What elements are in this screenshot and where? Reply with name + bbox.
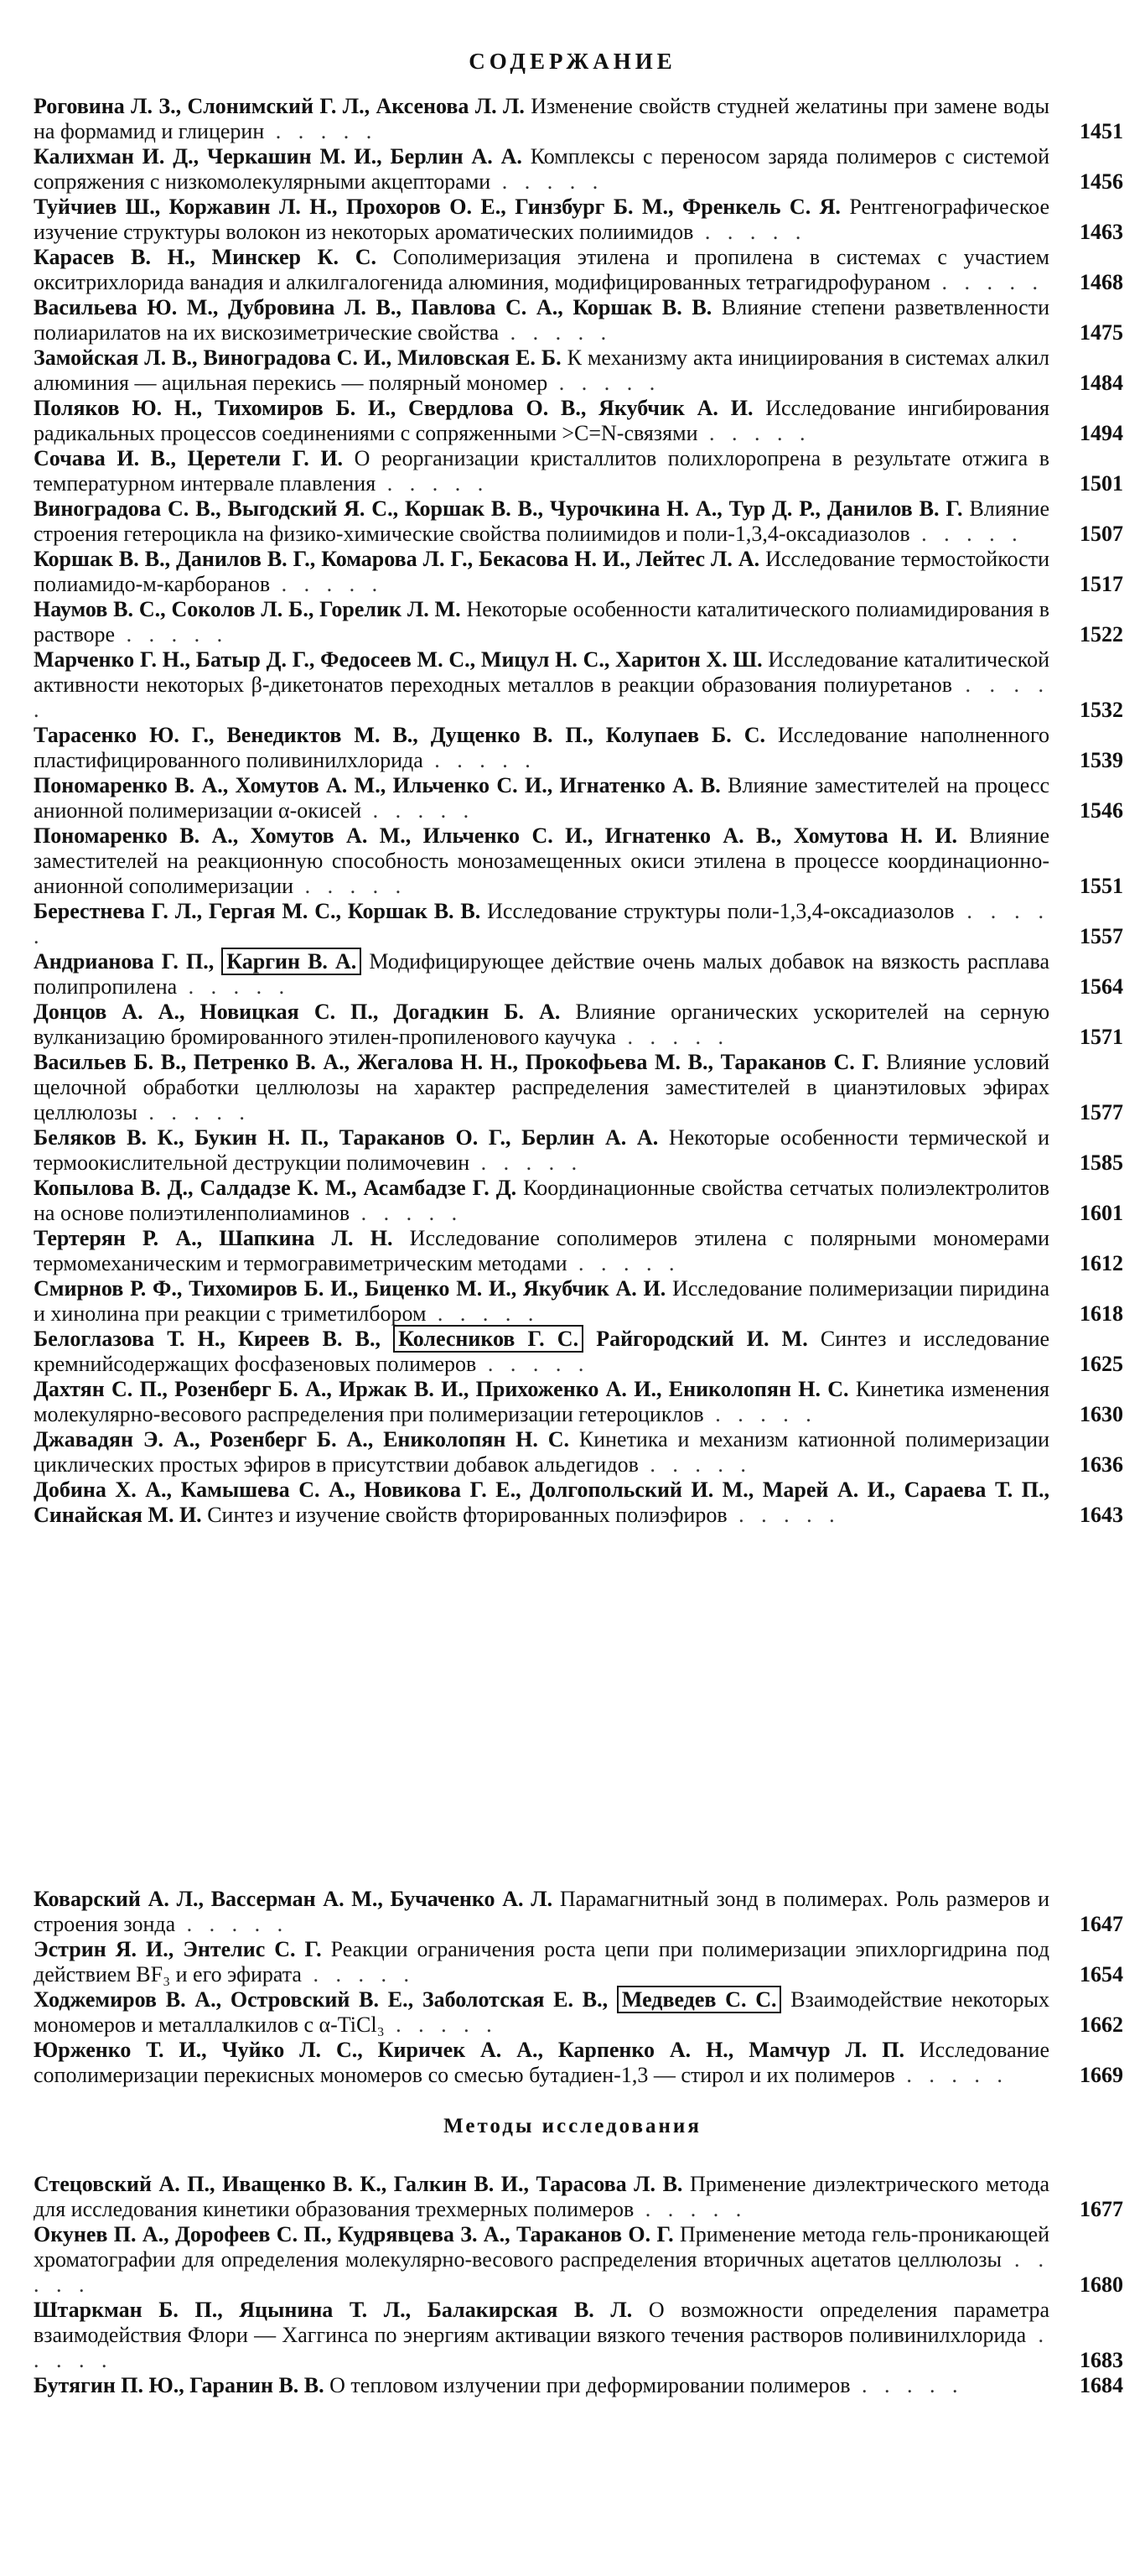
- leader-dots: . . . . .: [376, 471, 490, 496]
- toc-entry-text: [34, 949, 1049, 1000]
- entry-author-boxed: Колесников Г. С.: [393, 1325, 583, 1353]
- entry-authors: Добина Х. А., Камышева С. А., Новикова Г. Е., Долгопольский И. М., Марей А. И., Сараева Т. П., Синайская М. И.: [34, 1478, 1049, 1527]
- entry-page-number: 1475: [1080, 320, 1123, 345]
- toc-entry: [34, 2298, 1123, 2373]
- toc-entry: [34, 723, 1123, 773]
- toc-entry-text: [34, 1478, 1049, 1528]
- entry-title: Влияние условий щелочной обработки целлюлозы на характер распределения заместителей в цианэтиловых эфирах целлюлозы: [34, 1050, 1049, 1124]
- toc-entry-text: [34, 195, 1049, 245]
- entry-authors: Эстрин Я. И., Энтелис С. Г.: [34, 1937, 322, 1961]
- entry-page-number: 1684: [1080, 2373, 1123, 2397]
- toc-entry: [34, 1000, 1123, 1050]
- entry-page-number: 1683: [1080, 2348, 1123, 2372]
- toc-entry-text: [34, 1427, 1049, 1478]
- entry-authors: Юрженко Т. И., Чуйко Л. С., Киричек А. А., Карпенко А. Н., Мамчур Л. П.: [34, 2038, 904, 2062]
- entry-authors: Джавадян Э. А., Розенберг Б. А., Ениколопян Н. С.: [34, 1427, 569, 1452]
- entry-page-number: 1546: [1080, 798, 1123, 823]
- entry-authors: Васильев Б. В., Петренко В. А., Жегалова Н. Н., Прокофьева М. В., Тараканов С. Г.: [34, 1050, 879, 1074]
- leader-dots: . . . . .: [499, 320, 613, 345]
- toc-entry-text: [34, 1327, 1049, 1377]
- entry-page-number: 1564: [1080, 974, 1123, 999]
- page-title: СОДЕРЖАНИЕ: [469, 49, 676, 74]
- toc-entry: [34, 1377, 1123, 1427]
- leader-dots: . . . . .: [270, 572, 384, 596]
- toc-entry-text: [34, 144, 1049, 195]
- leader-dots: . . . . .: [727, 1503, 841, 1527]
- leader-dots: . . . . .: [469, 1150, 583, 1175]
- leader-dots: . . . . .: [567, 1251, 681, 1275]
- entry-title: К механизму акта инициирования в системах алкил алюминия — ацильная перекись — полярный мономер: [34, 345, 1050, 395]
- toc-entry-text: [34, 2298, 1049, 2373]
- entry-page-number: 1451: [1080, 119, 1123, 143]
- entry-authors: Смирнов Р. Ф., Тихомиров Б. И., Биценко М. И., Якубчик А. И.: [34, 1276, 666, 1301]
- entry-authors: Марченко Г. Н., Батыр Д. Г., Федосеев М. С., Мицул Н. С., Харитон Х. Ш.: [34, 647, 763, 672]
- entry-authors: Наумов В. С., Соколов Л. Б., Горелик Л. М.: [34, 597, 461, 621]
- entry-authors: Штаркман Б. П., Яцынина Т. Л., Балакирская В. Л.: [34, 2298, 633, 2322]
- entry-title: Исследование ингибирования радикальных процессов соединениями с сопряженными >C=N-связями: [34, 396, 1049, 445]
- entry-title: Синтез и исследование кремнийсодержащих фосфазеновых полимеров: [34, 1327, 1050, 1376]
- entry-authors-continued: Райгородский И. М.: [596, 1327, 808, 1351]
- entry-authors: Пономаренко В. А., Хомутов А. М., Ильченко С. И., Игнатенко А. В., Хомутова Н. И.: [34, 823, 958, 848]
- entry-page-number: 1532: [1080, 698, 1123, 722]
- toc-entry-text: [34, 1226, 1049, 1276]
- entry-page-number: 1468: [1080, 270, 1123, 294]
- entry-authors: Берестнева Г. Л., Гергая М. С., Коршак В. В.: [34, 899, 481, 923]
- toc-entry: [34, 2038, 1123, 2088]
- toc-entry: [34, 597, 1123, 647]
- toc-entry-text: [34, 1176, 1049, 1226]
- toc-entry-text: [34, 1000, 1049, 1050]
- entry-title: Координационные свойства сетчатых полиэлектролитов на основе полиэтиленполиаминов: [34, 1176, 1050, 1225]
- entry-authors: Замойская Л. В., Виноградова С. И., Миловская Е. Б.: [34, 345, 562, 370]
- toc-entry: [34, 195, 1123, 245]
- toc-entry: [34, 647, 1123, 723]
- entry-authors: Донцов А. А., Новицкая С. П., Догадкин Б. А.: [34, 1000, 561, 1024]
- entry-authors: Андрианова Г. П.,: [34, 949, 215, 974]
- contents-list-short-communications: [34, 1887, 1123, 2088]
- leader-dots: . . . . .: [476, 1352, 590, 1376]
- toc-entry: [34, 1050, 1123, 1125]
- toc-entry-text: [34, 773, 1049, 823]
- entry-page-number: 1557: [1080, 924, 1123, 948]
- entry-author-boxed: Медведев С. С.: [617, 1986, 782, 2013]
- entry-page-number: 1571: [1080, 1025, 1123, 1049]
- leader-dots: . . . . .: [638, 1452, 752, 1477]
- leader-dots: . . . . .: [930, 270, 1044, 294]
- entry-title: Исследование сополимеров этилена с полярными мономерами термомеханическим и термогравиметрическим методами: [34, 1226, 1050, 1275]
- entry-page-number: 1643: [1080, 1503, 1123, 1527]
- leader-dots: . . . . .: [350, 1201, 464, 1225]
- toc-entry: [34, 1125, 1123, 1176]
- entry-authors: Коварский А. Л., Вассерман А. М., Бучаченко А. Л.: [34, 1887, 553, 1911]
- toc-entry: [34, 1427, 1123, 1478]
- toc-entry-text: [34, 597, 1049, 647]
- leader-dots: . . . . .: [34, 673, 1050, 722]
- entry-authors: Поляков Ю. Н., Тихомиров Б. И., Свердлова О. В., Якубчик А. И.: [34, 396, 754, 420]
- leader-dots: . . . . .: [909, 522, 1023, 546]
- entry-page-number: 1647: [1080, 1912, 1123, 1936]
- leader-dots: . . . . .: [34, 2247, 1050, 2297]
- toc-entry: [34, 2373, 1123, 2398]
- leader-dots: . . . . .: [361, 798, 475, 823]
- toc-entry-text: [34, 2038, 1049, 2088]
- entry-page-number: 1662: [1080, 2012, 1123, 2037]
- entry-authors: Белоглазова Т. Н., Киреев В. В.,: [34, 1327, 381, 1351]
- toc-entry: [34, 1276, 1123, 1327]
- toc-entry: [34, 1226, 1123, 1276]
- toc-entry: [34, 1887, 1123, 1937]
- leader-dots: . . . . .: [703, 1402, 817, 1426]
- entry-title: Исследование структуры поли-1,3,4-оксадиазолов: [487, 899, 955, 923]
- entry-page-number: 1669: [1080, 2063, 1123, 2087]
- leader-dots: . . . . .: [697, 421, 811, 445]
- leader-dots: . . . . .: [894, 2063, 1008, 2087]
- entry-title: О возможности определения параметра взаимодействия Флори — Хаггинса по энергиям активации вязкого течения растворов поливинилхлорида: [34, 2298, 1049, 2347]
- entry-page-number: 1630: [1080, 1402, 1123, 1426]
- entry-title: Исследование полимеризации пиридина и хинолина при реакции с триметилбором: [34, 1276, 1050, 1326]
- toc-entry-text: [34, 2172, 1049, 2222]
- toc-entry: [34, 2172, 1123, 2222]
- toc-entry: [34, 295, 1123, 345]
- entry-authors: Окунев П. А., Дорофеев С. П., Кудрявцева З. А., Тараканов О. Г.: [34, 2222, 674, 2246]
- contents-list-methods: [34, 2172, 1123, 2398]
- entry-title: Некоторые особенности термической и термоокислительной деструкции полимочевин: [34, 1125, 1049, 1175]
- entry-title: Применение метода гель-проникающей хроматографии для определения молекулярно-весового распределения вторичных ацетатов целлюлозы: [34, 2222, 1049, 2272]
- entry-page-number: 1456: [1080, 169, 1123, 194]
- toc-entry: [34, 345, 1123, 396]
- toc-entry-text: [34, 245, 1049, 295]
- toc-entry-text: [34, 547, 1049, 597]
- entry-authors: Беляков В. К., Букин Н. П., Тараканов О. Г., Берлин А. А.: [34, 1125, 659, 1150]
- entry-title: Влияние степени разветвленности полиарилатов на их вискозиметрические свойства: [34, 295, 1050, 345]
- entry-page-number: 1612: [1080, 1251, 1123, 1275]
- toc-entry: [34, 773, 1123, 823]
- entry-title: О реорганизации кристаллитов полихлоропрена в результате отжига в температурном интервале плавления: [34, 446, 1050, 496]
- toc-entry: [34, 949, 1123, 1000]
- toc-entry: [34, 1478, 1123, 1528]
- entry-authors: Роговина Л. З., Слонимский Г. Л., Аксенова Л. Л.: [34, 94, 525, 118]
- entry-authors: Сочава И. В., Церетели Г. И.: [34, 446, 344, 470]
- entry-title: Влияние заместителей на реакционную способность монозамещенных окиси этилена в процессе координационно-анионной сополимеризации: [34, 823, 1050, 898]
- entry-authors: Коршак В. В., Данилов В. Г., Комарова Л. Г., Бекасова Н. И., Лейтес Л. А.: [34, 547, 760, 571]
- entry-author-boxed: Каргин В. А.: [221, 948, 361, 975]
- section-title-methods: Методы исследования: [443, 2115, 702, 2137]
- entry-title: Комплексы с переносом заряда полимеров с системой сопряжения с низкомолекулярными акцепторами: [34, 144, 1050, 194]
- entry-title: Синтез и изучение свойств фторированных полиэфиров: [207, 1503, 728, 1527]
- toc-entry: [34, 446, 1123, 496]
- entry-authors: Ходжемиров В. А., Островский В. Е., Заболотская Е. В.,: [34, 1987, 609, 2012]
- toc-entry-text: [34, 2222, 1049, 2298]
- entry-page-number: 1577: [1080, 1100, 1123, 1124]
- toc-entry: [34, 1937, 1123, 1987]
- leader-dots: . . . . .: [850, 2373, 964, 2397]
- leader-dots: . . . . .: [615, 1025, 729, 1049]
- leader-dots: . . . . .: [490, 169, 604, 194]
- toc-entry-text: [34, 899, 1049, 949]
- entry-authors: Васильева Ю. М., Дубровина Л. В., Павлова С. А., Коршак В. В.: [34, 295, 712, 319]
- toc-entry-text: [34, 1125, 1049, 1176]
- toc-entry: [34, 899, 1123, 949]
- entry-page-number: 1501: [1080, 471, 1123, 496]
- entry-title: Влияние органических ускорителей на серную вулканизацию бромированного этилен-пропиленового каучука: [34, 1000, 1049, 1049]
- entry-page-number: 1636: [1080, 1452, 1123, 1477]
- toc-entry: [34, 1176, 1123, 1226]
- entry-authors: Тарасенко Ю. Г., Венедиктов М. В., Дущенко В. П., Колупаев Б. С.: [34, 723, 765, 747]
- toc-entry-text: [34, 1887, 1049, 1937]
- entry-authors: Дахтян С. П., Розенберг Б. А., Иржак В. И., Прихоженко А. И., Ениколопян Н. С.: [34, 1377, 849, 1401]
- entry-page-number: 1539: [1080, 748, 1123, 772]
- entry-title: Некоторые особенности каталитического полиамидирования в растворе: [34, 597, 1049, 647]
- entry-page-number: 1463: [1080, 220, 1123, 244]
- entry-title: Реакции ограничения роста цепи при полимеризации эпихлоргидрина под действием BF₃ и его эфирата: [34, 1937, 1049, 1987]
- toc-entry: [34, 547, 1123, 597]
- leader-dots: . . . . .: [293, 874, 407, 898]
- entry-title: Кинетика и механизм катионной полимеризации циклических простых эфиров в присутствии добавок альдегидов: [34, 1427, 1049, 1477]
- toc-entry: [34, 396, 1123, 446]
- entry-authors: Калихман И. Д., Черкашин М. И., Берлин А. А.: [34, 144, 522, 169]
- toc-entry: [34, 1327, 1123, 1377]
- entry-title: Взаимодействие некоторых мономеров и металлалкилов с α-TiCl₃: [34, 1987, 1050, 2037]
- entry-title: О тепловом излучении при деформировании полимеров: [329, 2373, 851, 2397]
- entry-title: Применение диэлектрического метода для исследования кинетики образования трехмерных полимеров: [34, 2172, 1050, 2221]
- leader-dots: . . . . .: [115, 622, 229, 647]
- entry-page-number: 1517: [1080, 572, 1123, 596]
- toc-entry-text: [34, 823, 1049, 899]
- entry-title: Влияние заместителей на процесс анионной полимеризации α-окисей: [34, 773, 1049, 823]
- leader-dots: . . . . .: [547, 371, 661, 395]
- toc-entry-text: [34, 1987, 1049, 2038]
- entry-title: Парамагнитный зонд в полимерах. Роль размеров и строения зонда: [34, 1887, 1050, 1936]
- entry-page-number: 1551: [1080, 874, 1123, 898]
- entry-page-number: 1680: [1080, 2272, 1123, 2297]
- entry-authors: Туйчиев Ш., Коржавин Л. Н., Прохоров О. Е., Гинзбург Б. М., Френкель С. Я.: [34, 195, 841, 219]
- entry-title: Кинетика изменения молекулярно-весового распределения при полимеризации гетероциклов: [34, 1377, 1049, 1426]
- toc-entry-text: [34, 496, 1049, 547]
- leader-dots: . . . . .: [177, 974, 291, 999]
- entry-page-number: 1601: [1080, 1201, 1123, 1225]
- toc-entry-text: [34, 345, 1049, 396]
- toc-entry: [34, 245, 1123, 295]
- entry-authors: Карасев В. Н., Минскер К. С.: [34, 245, 377, 269]
- entry-authors: Бутягин П. Ю., Гаранин В. В.: [34, 2373, 324, 2397]
- toc-entry: [34, 144, 1123, 195]
- leader-dots: . . . . .: [426, 1301, 540, 1326]
- entry-title: Влияние строения гетероцикла на физико-химические свойства полиимидов и поли-1,3,4-оксадиазолов: [34, 496, 1049, 546]
- entry-title: Исследование каталитической активности некоторых β-дикетонатов переходных металлов в реакции образования полиуретанов: [34, 647, 1050, 697]
- entry-page-number: 1494: [1080, 421, 1123, 445]
- toc-entry-text: [34, 295, 1049, 345]
- entry-authors: Виноградова С. В., Выгодский Я. С., Коршак В. В., Чурочкина Н. А., Тур Д. Р., Данилов В. Г.: [34, 496, 963, 521]
- leader-dots: . . . . .: [264, 119, 378, 143]
- leader-dots: . . . . .: [422, 748, 536, 772]
- toc-entry-text: [34, 723, 1049, 773]
- leader-dots: . . . . .: [34, 2323, 1049, 2372]
- leader-dots: . . . . .: [384, 2012, 498, 2037]
- toc-entry: [34, 2222, 1123, 2298]
- leader-dots: . . . . .: [301, 1962, 415, 1987]
- toc-entry-text: [34, 94, 1049, 144]
- toc-entry: [34, 823, 1123, 899]
- entry-title: Сополимеризация этилена и пропилена в системах с участием окситрихлорида ванадия и алкилгалогенида алюминия, модифицированных тетрагидрофураном: [34, 245, 1050, 294]
- leader-dots: . . . . .: [137, 1100, 251, 1124]
- entry-authors: Пономаренко В. А., Хомутов А. М., Ильченко С. И., Игнатенко А. В.: [34, 773, 721, 797]
- entry-title: Исследование наполненного пластифицированного поливинилхлорида: [34, 723, 1050, 772]
- entry-page-number: 1522: [1080, 622, 1123, 647]
- entry-title: Исследование термостойкости полиамидо-м-карборанов: [34, 547, 1050, 596]
- entry-page-number: 1618: [1080, 1301, 1123, 1326]
- toc-entry-text: [34, 647, 1049, 723]
- entry-page-number: 1654: [1080, 1962, 1123, 1987]
- toc-entry-text: [34, 396, 1049, 446]
- leader-dots: . . . . .: [34, 899, 1050, 948]
- toc-entry: [34, 94, 1123, 144]
- entry-page-number: 1625: [1080, 1352, 1123, 1376]
- entry-authors: Копылова В. Д., Салдадзе К. М., Асамбадзе Г. Д.: [34, 1176, 517, 1200]
- toc-entry-text: [34, 1937, 1049, 1987]
- toc-entry-text: [34, 1276, 1049, 1327]
- toc-entry-text: [34, 1050, 1049, 1125]
- entry-page-number: 1484: [1080, 371, 1123, 395]
- entry-page-number: 1507: [1080, 522, 1123, 546]
- contents-list: [34, 94, 1123, 1528]
- toc-entry: [34, 496, 1123, 547]
- entry-page-number: 1585: [1080, 1150, 1123, 1175]
- toc-entry-text: [34, 446, 1049, 496]
- toc-entry: [34, 1987, 1123, 2038]
- entry-title: Рентгенографическое изучение структуры волокон из некоторых ароматических полиимидов: [34, 195, 1050, 244]
- leader-dots: . . . . .: [634, 2197, 748, 2221]
- entry-authors: Стецовский А. П., Иващенко В. К., Галкин В. И., Тарасова Л. В.: [34, 2172, 683, 2196]
- entry-title: Исследование сополимеризации перекисных мономеров со смесью бутадиен-1,3 — стирол и их полимеров: [34, 2038, 1049, 2087]
- entry-title: Изменение свойств студней желатины при замене воды на формамид и глицерин: [34, 94, 1049, 143]
- leader-dots: . . . . .: [175, 1912, 289, 1936]
- entry-title: Модифицирующее действие очень малых добавок на вязкость расплава полипропилена: [34, 949, 1050, 999]
- entry-page-number: 1677: [1080, 2197, 1123, 2221]
- toc-entry-text: [34, 1377, 1049, 1427]
- toc-entry-text: [34, 2373, 1049, 2398]
- leader-dots: . . . . .: [693, 220, 807, 244]
- entry-authors: Тертерян Р. А., Шапкина Л. Н.: [34, 1226, 393, 1250]
